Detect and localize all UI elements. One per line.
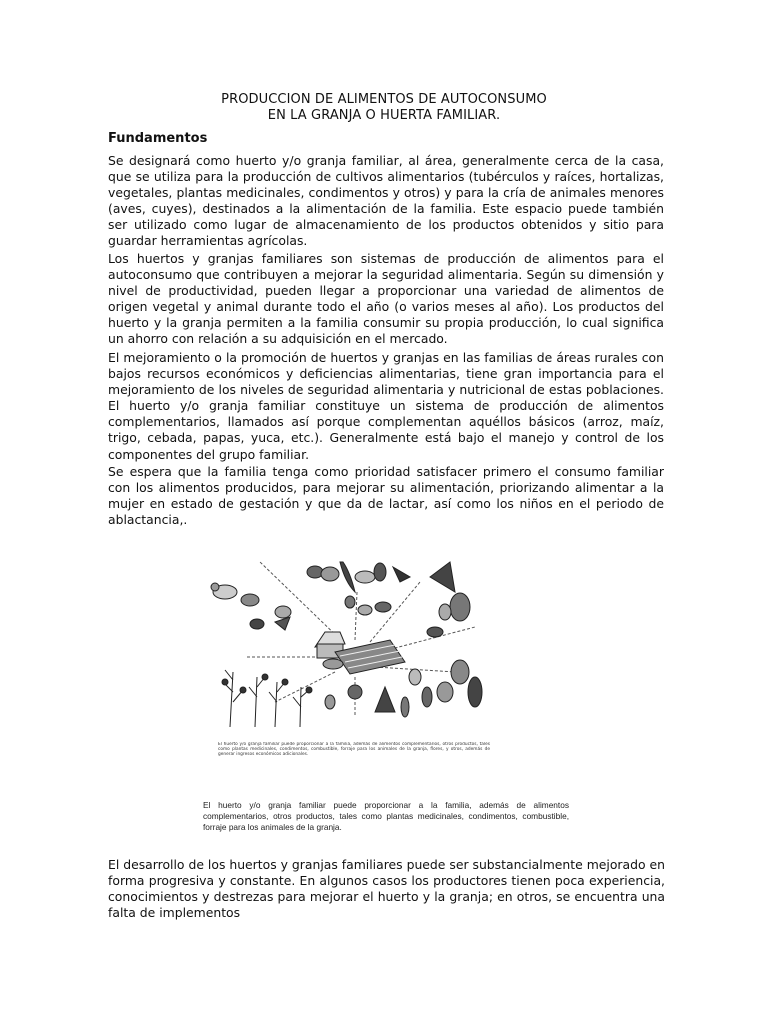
- animals-left: [211, 583, 291, 630]
- document-title-line1: PRODUCCION DE ALIMENTOS DE AUTOCONSUMO: [221, 92, 547, 107]
- paragraph-2: Los huertos y granjas familiares son sistemas de producción de alimentos para el autoconsumo que contribuyen a mejorar la seguridad alimentaria. Según su dimensión y nivel de productividad, pueden llegar a proporcionar una variedad de alimentos de origen vegetal y animal durante todo el año (o varios meses al año). Los productos del huerto y la granja permiten a la familia consumir su propia producción, lo cual significa un ahorro con relación a su adquisición en el mercado.: [108, 251, 664, 347]
- paragraph-4: Se espera que la familia tenga como prioridad satisfacer primero el consumo familiar con los alimentos producidos, para mejorar su alimentación, priorizando alimentar a la mujer en estado de gestación y que da de lactar, así como los niños en el periodo de ablactancia,.: [108, 464, 664, 528]
- section-heading: Fundamentos: [108, 131, 208, 146]
- figure-embedded-caption: El huerto y/o granja familiar puede proporcionar a la familia, además de alimentos complementarios, otros productos, tales como plantas medicinales, condimentos, combustible, forraje para los animales de la granja, flores, y otros, además de generar ingresos económicos adicionales.: [218, 742, 490, 758]
- products-bottom-center: [325, 685, 409, 717]
- document-title-line2: EN LA GRANJA O HUERTA FAMILIAR.: [267, 108, 501, 123]
- paragraph-1: Se designará como huerto y/o granja familiar, al área, generalmente cerca de la casa, que se utiliza para la producción de cultivos alimentarios (tubérculos y raíces, hortalizas, vegetales, plantas medicinales, condimentos y otros) y para la cría de animales menores (aves, cuyes), destinados a la alimentación de la familia. Este espacio puede también ser utilizado como lugar de almacenamiento de los productos obtenidos y sitio para guardar herramientas agrícolas.: [108, 153, 664, 249]
- garden-illustration: [205, 552, 500, 732]
- vegetables-top: [307, 562, 410, 615]
- paragraph-3: El mejoramiento o la promoción de huertos y granjas en las familias de áreas rurales con bajos recursos económicos y deficiencias alimentarias, tiene gran importancia para el mejoramiento de los niveles de seguridad alimentaria y nutricional de estas poblaciones. El huerto y/o granja familiar constituye un sistema de producción de alimentos complementarios, llamados así porque complementan aquéllos básicos (arroz, maíz, trigo, cebada, papas, yuca, etc.). Generalmente está bajo el manejo y control de los componentes del grupo familiar.: [108, 350, 664, 462]
- paragraph-5: El desarrollo de los huertos y granjas familiares puede ser substancialmente mejorado en forma progresiva y constante. En algunos casos los productores tienen poca experiencia, conocimientos y destrezas para mejorar el huerto y la granja; en otros, se encuentra una falta de implementos: [108, 857, 665, 921]
- figure-caption: El huerto y/o granja familiar puede proporcionar a la familia, además de alimentos complementarios, otros productos, tales como plantas medicinales, condimentos, combustible, forraje para los animales de la granja.: [203, 800, 569, 832]
- herbs-bottom-left: [222, 670, 312, 727]
